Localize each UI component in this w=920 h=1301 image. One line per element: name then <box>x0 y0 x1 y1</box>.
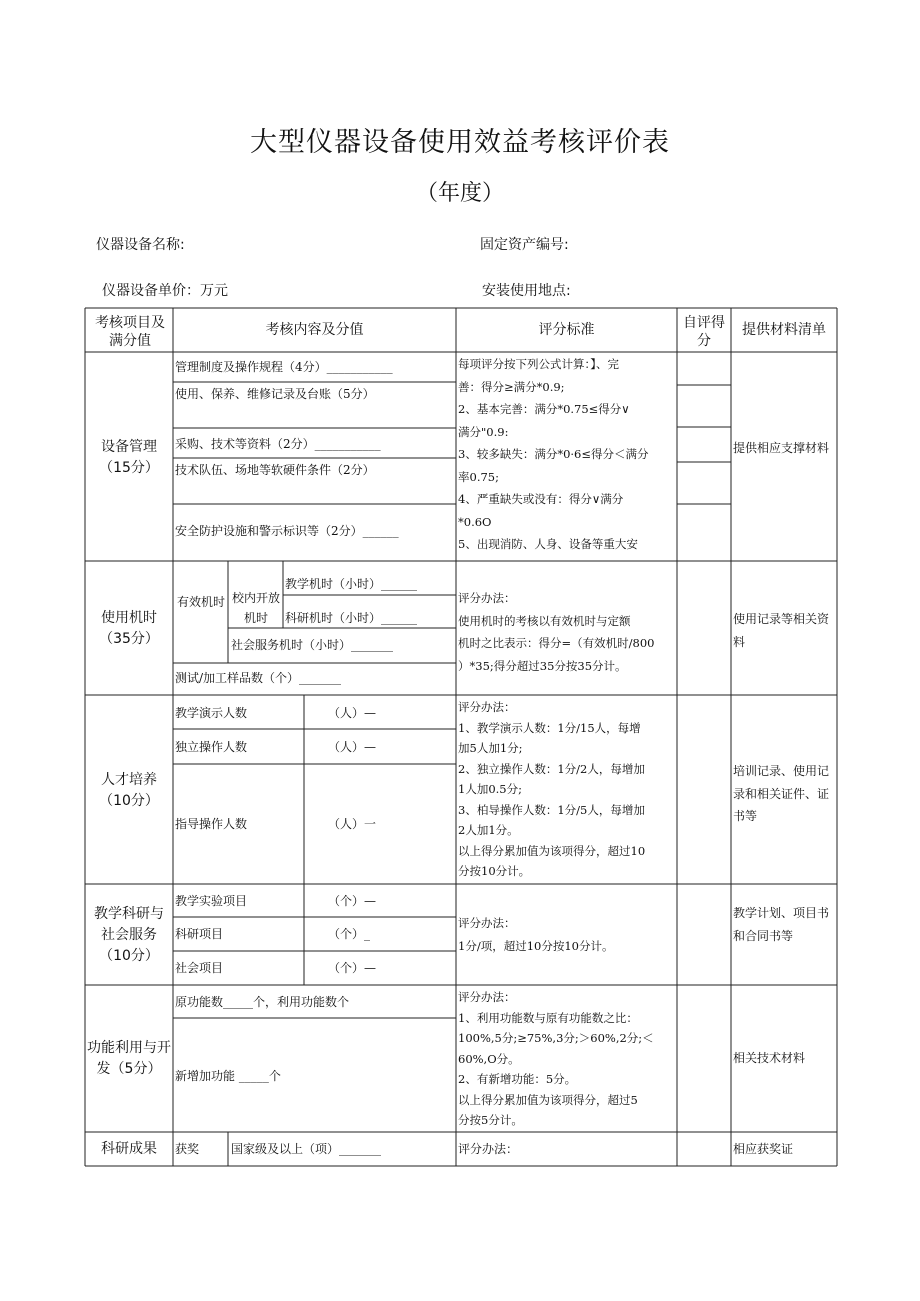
s5-materials: 相关技术材料 <box>733 1051 806 1065</box>
s5-standard <box>458 987 677 1131</box>
s4-std-line: 1分/项，超过10分按10分计。 <box>458 938 614 953</box>
s3-std-line: 1人加0.5分; <box>458 782 522 796</box>
s4-standard <box>458 912 677 957</box>
s1-row-5: 安全防护设施和警示标识等（2分）______ <box>175 524 399 538</box>
s1-standard <box>458 353 677 556</box>
s2-materials: 使用记录等相关资料 <box>733 612 830 649</box>
s1-std-line: 率0.75; <box>458 469 499 484</box>
s3-std-line: 2人加1分。 <box>458 823 519 837</box>
s4-std-line: 评分办法： <box>458 916 516 930</box>
header-self-score: 自评得分 <box>683 315 725 349</box>
social-service-hours: 社会服务机时（小时）_______ <box>231 638 394 652</box>
research-projects-unit: （个）_ <box>328 927 371 941</box>
header-standard: 评分标准 <box>538 322 595 338</box>
s2-std-line: 评分办法： <box>458 591 516 605</box>
teaching-hours: 教学机时（小时）______ <box>285 577 418 591</box>
category-equipment-management: 设备管理（15分） <box>99 439 159 476</box>
s3-std-line: 1、教学演示人数：1分/15人，每增 <box>458 720 641 735</box>
s6-standard: 评分办法： <box>458 1142 519 1156</box>
guided-count-label: 指导操作人数 <box>175 817 248 831</box>
s3-std-line: 3、柏导操作人数：1分/5人，每增加 <box>458 802 645 817</box>
s5-std-line: 60%,O分。 <box>458 1051 520 1066</box>
social-projects-label: 社会项目 <box>175 961 224 975</box>
s3-std-line: 分按10分计。 <box>458 864 531 878</box>
category-teaching-research-service: 教学科研与社会服务（10分） <box>94 906 164 964</box>
independent-count-label: 独立操作人数 <box>175 740 248 754</box>
guided-count-unit: （人）一 <box>328 817 377 831</box>
national-award-count: 国家级及以上（项）_______ <box>231 1142 382 1156</box>
s1-materials: 提供相应支撑材料 <box>733 441 830 455</box>
s2-std-line: ）*35;得分超过35分按35分计。 <box>458 658 627 673</box>
samples-count: 测试/加工样品数（个）_______ <box>175 671 342 685</box>
location-label: 安装使用地点: <box>482 283 571 299</box>
s1-std-line: 5、出现消防、人身、设备等重大安 <box>458 537 638 551</box>
category-talent-training: 人才培养（10分） <box>99 772 159 809</box>
s3-materials: 培训记录、使用记录和相关证件、证书等 <box>733 764 830 823</box>
s3-std-line: 加5人加1分; <box>458 741 523 755</box>
s1-std-line: 3、较多缺失：满分*0·6≤得分＜满分 <box>458 447 649 461</box>
teaching-projects-unit: （个）— <box>328 894 377 908</box>
s5-std-line: 1、利用功能数与原有功能数之比： <box>458 1010 638 1025</box>
demo-count-label: 教学演示人数 <box>175 706 248 720</box>
s1-std-line: 善：得分≥满分*0.9; <box>458 379 565 394</box>
s2-std-line: 机时之比表示：得分=（有效机时/800 <box>458 636 655 650</box>
demo-count-unit: （人）— <box>328 706 377 720</box>
research-projects-label: 科研项目 <box>175 927 224 941</box>
s3-std-line: 以上得分累加值为该项得分，超过10 <box>458 843 646 858</box>
s5-std-line: 分按5分计。 <box>458 1113 523 1127</box>
s2-standard <box>458 587 677 677</box>
teaching-projects-label: 教学实验项目 <box>175 894 248 908</box>
s1-std-line: 4、严重缺失或没有：得分∨满分 <box>458 492 624 506</box>
s1-row-3: 采购、技术等资料（2分）___________ <box>175 437 381 451</box>
s3-std-line: 2、独立操作人数：1分/2人，每增加 <box>458 761 645 776</box>
header-item: 考核项目及满分值 <box>95 315 165 349</box>
s2-std-line: 使用机时的考核以有效机时与定额 <box>458 613 631 628</box>
s1-std-line: 每项评分按下列公式计算：】、完 <box>458 357 619 371</box>
header-materials: 提供材料清单 <box>742 322 826 338</box>
independent-count-unit: （人）— <box>328 740 377 754</box>
s1-row-1: 管理制度及操作规程（4分）___________ <box>175 360 393 374</box>
s6-materials: 相应获奖证 <box>733 1142 794 1156</box>
campus-open-hours-label: 校内开放机时 <box>231 591 280 625</box>
s4-materials: 教学计划、项目书和合同书等 <box>733 906 830 943</box>
s1-row-2: 使用、保养、维修记录及台账（5分） <box>175 387 375 401</box>
s1-std-line: 2、基本完善：满分*0.75≤得分∨ <box>458 402 630 416</box>
header-content: 考核内容及分值 <box>265 322 364 338</box>
effective-hours-label: 有效机时 <box>176 595 225 609</box>
category-research-results: 科研成果 <box>101 1141 157 1157</box>
s1-std-line: *0.6O <box>458 514 492 529</box>
s5-std-line: 100%,5分;≥75%,3分;＞60%,2分;＜ <box>458 1031 654 1045</box>
award-label: 获奖 <box>175 1142 200 1156</box>
social-projects-unit: （个）— <box>328 961 377 975</box>
page-title: 大型仪器设备使用效益考核评价表 <box>250 127 670 158</box>
category-function-development: 功能利用与开发（5分） <box>87 1040 171 1077</box>
s1-std-line: 满分"0.9: <box>458 424 509 439</box>
original-functions: 原功能数_____个，利用功能数个 <box>175 995 350 1009</box>
s3-standard <box>458 697 677 882</box>
s5-std-line: 2、有新增功能：5分。 <box>458 1072 577 1086</box>
asset-number-label: 固定资产编号: <box>480 237 569 253</box>
s3-std-line: 评分办法： <box>458 700 516 714</box>
s1-row-4: 技术队伍、场地等软硬件条件（2分） <box>175 463 375 477</box>
research-hours: 科研机时（小时）______ <box>285 611 418 625</box>
category-usage-hours: 使用机时（35分） <box>99 610 159 647</box>
page-subtitle: （年度） <box>415 181 504 206</box>
s5-std-line: 以上得分累加值为该项得分，超过5 <box>458 1092 638 1107</box>
unit-price-label: 仪器设备单价：万元 <box>102 283 228 299</box>
s5-std-line: 评分办法： <box>458 990 516 1004</box>
equipment-name-label: 仪器设备名称: <box>96 237 185 253</box>
new-functions: 新增加功能 _____个 <box>175 1069 281 1083</box>
